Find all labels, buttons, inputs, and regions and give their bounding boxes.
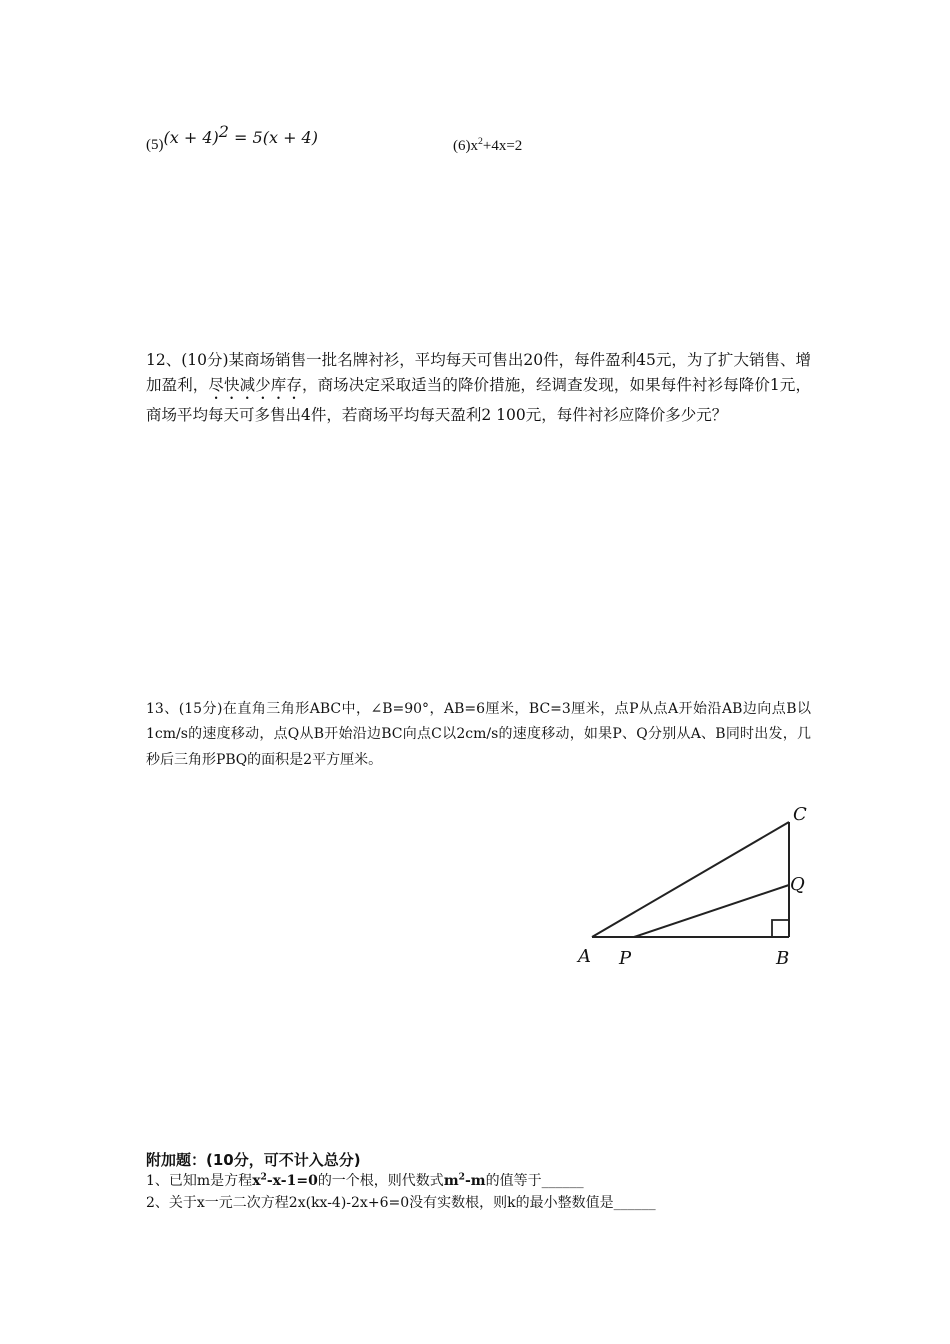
equation-5-lhs: (x + 4) [163, 128, 219, 147]
bonus-item-1-eq-exp: 2 [260, 1171, 267, 1183]
side-ac [592, 822, 789, 937]
equation-6 [453, 138, 522, 155]
bonus-item-2: 2、关于x一元二次方程2x(kx-4)-2x+6=0没有实数根，则k的最小整数值是______ [146, 1195, 656, 1211]
equation-6-suffix: +4x=2 [482, 138, 523, 154]
bonus-item-1-eq-base: x [252, 1173, 261, 1189]
equation-5-label: (5) [146, 137, 164, 153]
triangle-diagram [570, 798, 820, 976]
label-p: P [619, 948, 632, 969]
question-12 [146, 348, 811, 427]
bonus-item-1-expr-base: m [443, 1173, 459, 1189]
bonus-section [146, 1150, 846, 1214]
bonus-item-1-expr-rest: -m [464, 1173, 486, 1189]
bonus-item-1-before: 1、已知m是方程 [146, 1173, 253, 1189]
equation-6-prefix: (6)x [453, 138, 478, 154]
label-b: B [776, 948, 790, 969]
right-angle-mark [772, 920, 789, 937]
bonus-title: 附加题：(10分，可不计入总分) [146, 1151, 361, 1169]
label-a: A [578, 946, 591, 967]
triangle-figure [570, 798, 820, 976]
label-q: Q [790, 874, 805, 895]
segment-pq [634, 885, 789, 937]
bonus-item-1-expr-exp: 2 [458, 1171, 465, 1183]
bonus-item-1-equation [252, 1173, 318, 1189]
bonus-item-1-after: 的值等于______ [485, 1173, 584, 1189]
bonus-item-1-expression [444, 1173, 486, 1189]
equation-6-exponent: 2 [478, 136, 483, 147]
equation-5 [146, 122, 318, 154]
question-12-part1: 12、(10分)某商场销售一批名牌衬衫，平均每天可售出20件，每件盈利45元，为了扩大销售、增加盈利， [146, 351, 811, 394]
bonus-item-1-eq-rest: -x-1=0 [266, 1173, 318, 1189]
equation-5-rhs: = 5(x + 4) [228, 128, 318, 147]
bonus-item-1 [146, 1170, 846, 1192]
bonus-item-1-mid: 的一个根，则代数式 [317, 1173, 444, 1189]
question-12-part2: ，商场决定采取适当的降价措施，经调查发现，如果每件衬衫每降价1元，商场平均每天可多售出4件，若商场平均每天盈利2 100元，每件衬衫应降价多少元？ [146, 375, 811, 424]
equation-5-exponent: 2 [218, 122, 229, 141]
question-13-text: 13、(15分)在直角三角形ABC中，∠B=90°，AB=6厘米，BC=3厘米，点P从点A开始沿AB边向点B以1cm/s的速度移动，点Q从B开始沿边BC向点C以2cm/s的速度移动，如果P、Q分别从A、B同时出发，几秒后三角形PBQ的面积是2平方厘米。 [146, 701, 811, 768]
question-12-emphasis: 尽快减少库存 [208, 375, 302, 394]
label-c: C [793, 804, 807, 825]
question-13 [146, 697, 811, 773]
